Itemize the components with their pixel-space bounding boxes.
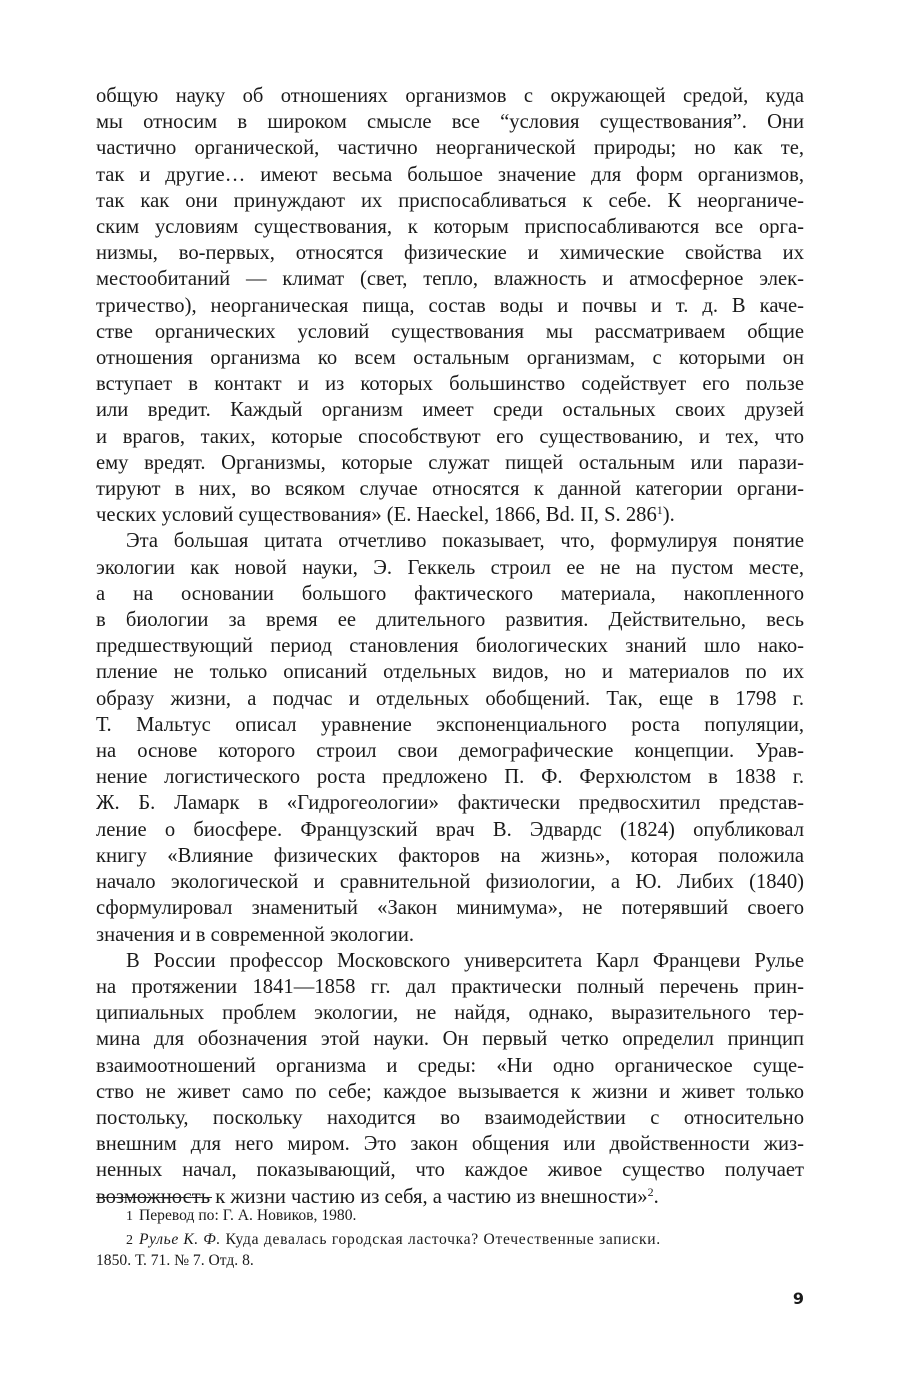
text-line-last: [96, 502, 804, 528]
text-line: и врагов, таких, которые способствуют его существованию, и тех, что: [96, 425, 804, 448]
text-line: Т. Мальтус описал уравнение экспоненциального роста популяции,: [96, 713, 804, 736]
text-line: ципиальных проблем экологии, не найдя, однако, выразительного тер-: [96, 1002, 804, 1025]
text-line: а на основании большого фактического материала, накопленного: [96, 582, 804, 605]
text-line-first: Эта большая цитата отчетливо показывает, что, формулируя понятие: [126, 530, 804, 553]
text-line: постольку, поскольку находится во взаимодействии с относительно: [96, 1106, 804, 1129]
text-line: общую науку об отношениях организмов с окружающей средой, куда: [96, 85, 804, 107]
text-line: внешним для него миром. Это закон общения или двойственности жиз-: [96, 1133, 804, 1156]
text-line: низмы, во-первых, относятся физические и химические свойства их: [96, 242, 804, 265]
text-line: в биологии за время ее длительного развития. Действительно, весь: [96, 609, 804, 632]
text-line-first: В России профессор Московского университета Карл Францеви Рулье: [126, 949, 804, 972]
text-line: на протяжении 1841—1858 гг. дал практически полный перечень прин-: [96, 975, 804, 998]
text-line: экологии как новой науки, Э. Геккель строил ее не на пустом месте,: [96, 556, 804, 579]
text-line: или вредит. Каждый организм имеет среди остальных своих друзей: [96, 399, 804, 422]
text-line: мы относим в широком смысле все “условия существования”. Они: [96, 111, 804, 134]
text-line: предшествующий период становления биологических знаний шло нако-: [96, 635, 804, 658]
text-line: ему вредят. Организмы, которые служат пищей остальным или парази-: [96, 451, 804, 474]
text-line: книгу «Влияние физических факторов на жизнь», которая положила: [96, 844, 804, 867]
paragraph-2: [96, 528, 804, 947]
text-line-last: значения и в современной экологии.: [96, 923, 414, 946]
text-line: тируют в них, во всяком случае относятся к данной категории органи-: [96, 478, 804, 501]
footnote-1: [96, 1206, 804, 1228]
text-fragment: .: [653, 1185, 659, 1208]
page-body: [96, 83, 804, 1210]
text-line: ление о биосфере. Французский врач В. Эдвардс (1824) опубликовал: [96, 818, 804, 841]
text-line: мина для обозначения этой науки. Он первый четко определил принцип: [96, 1028, 804, 1051]
footnote-ref-2[interactable]: 2: [647, 1184, 654, 1199]
text-line: ненных начал, показывающий, что каждое живое существо получает: [96, 1159, 804, 1182]
footnote-2: [96, 1230, 804, 1272]
footnote-number: 1: [126, 1209, 133, 1224]
footnote-ref-1[interactable]: 1: [656, 503, 663, 518]
text-line: пление не только описаний отдельных видов, но и материалов по их: [96, 661, 804, 684]
page-number: 9: [792, 1289, 804, 1308]
text-line: взаимоотношений организма и среды: «Ни одно органическое суще-: [96, 1054, 804, 1077]
text-line: Ж. Б. Ламарк в «Гидрогеологии» фактически предвосхитил представ-: [96, 792, 804, 815]
footnote-text: Куда девалась городская ласточка? Отечественные записки.: [220, 1230, 661, 1248]
footnote-text: Перевод по: Г. А. Новиков, 1980.: [139, 1207, 357, 1224]
text-line: сформулировал знаменитый «Закон минимума», не потерявший своего: [96, 897, 804, 920]
text-line: начало экологической и сравнительной физиологии, а Ю. Либих (1840): [96, 871, 804, 894]
text-line: местообитаний — климат (свет, тепло, влажность и атмосферное элек-: [96, 268, 804, 291]
paragraph-1: [96, 83, 804, 528]
text-line: отношения организма ко всем остальным организмам, с которыми он: [96, 347, 804, 370]
text-fragment: ческих условий существования» (E. Haeckel, 1866, Bd. II, S. 286: [96, 504, 657, 527]
text-line: вступает в контакт и из которых большинство содействует его пользе: [96, 373, 804, 396]
paragraph-3: [96, 948, 804, 1210]
text-fragment: ).: [662, 504, 675, 527]
footnote-author: Рулье К. Ф.: [139, 1230, 221, 1248]
footnotes: [96, 1206, 804, 1274]
text-line: стве органических условий существования мы рассматриваем общие: [96, 320, 804, 343]
text-fragment: возможность к жизни частию из себя, а частию из внешности»: [96, 1185, 648, 1208]
text-line: образу жизни, а подчас и отдельных обобщений. Так, еще в 1798 г.: [96, 687, 804, 710]
text-line: частично органической, частично неорганической природы; но как те,: [96, 137, 804, 160]
text-line: ским условиям существования, к которым приспосабливаются все орга-: [96, 216, 804, 239]
text-line: на основе которого строил свои демографические концепции. Урав-: [96, 740, 804, 763]
text-line: ство не живет само по себе; каждое вызывается к жизни и живет только: [96, 1080, 804, 1103]
footnote-number: 2: [126, 1232, 133, 1248]
text-line: тричество), неорганическая пища, состав воды и почвы и т. д. В каче-: [96, 294, 804, 317]
footnote-separator: [96, 1197, 212, 1198]
text-line: так и другие… имеют весьма большое значение для форм организмов,: [96, 163, 804, 186]
footnote-text-cont: 1850. Т. 71. № 7. Отд. 8.: [96, 1252, 254, 1269]
text-line: так как они принуждают их приспосабливаться к себе. К неорганиче-: [96, 189, 804, 212]
text-line: нение логистического роста предложено П. Ф. Ферхюлстом в 1838 г.: [96, 766, 804, 789]
